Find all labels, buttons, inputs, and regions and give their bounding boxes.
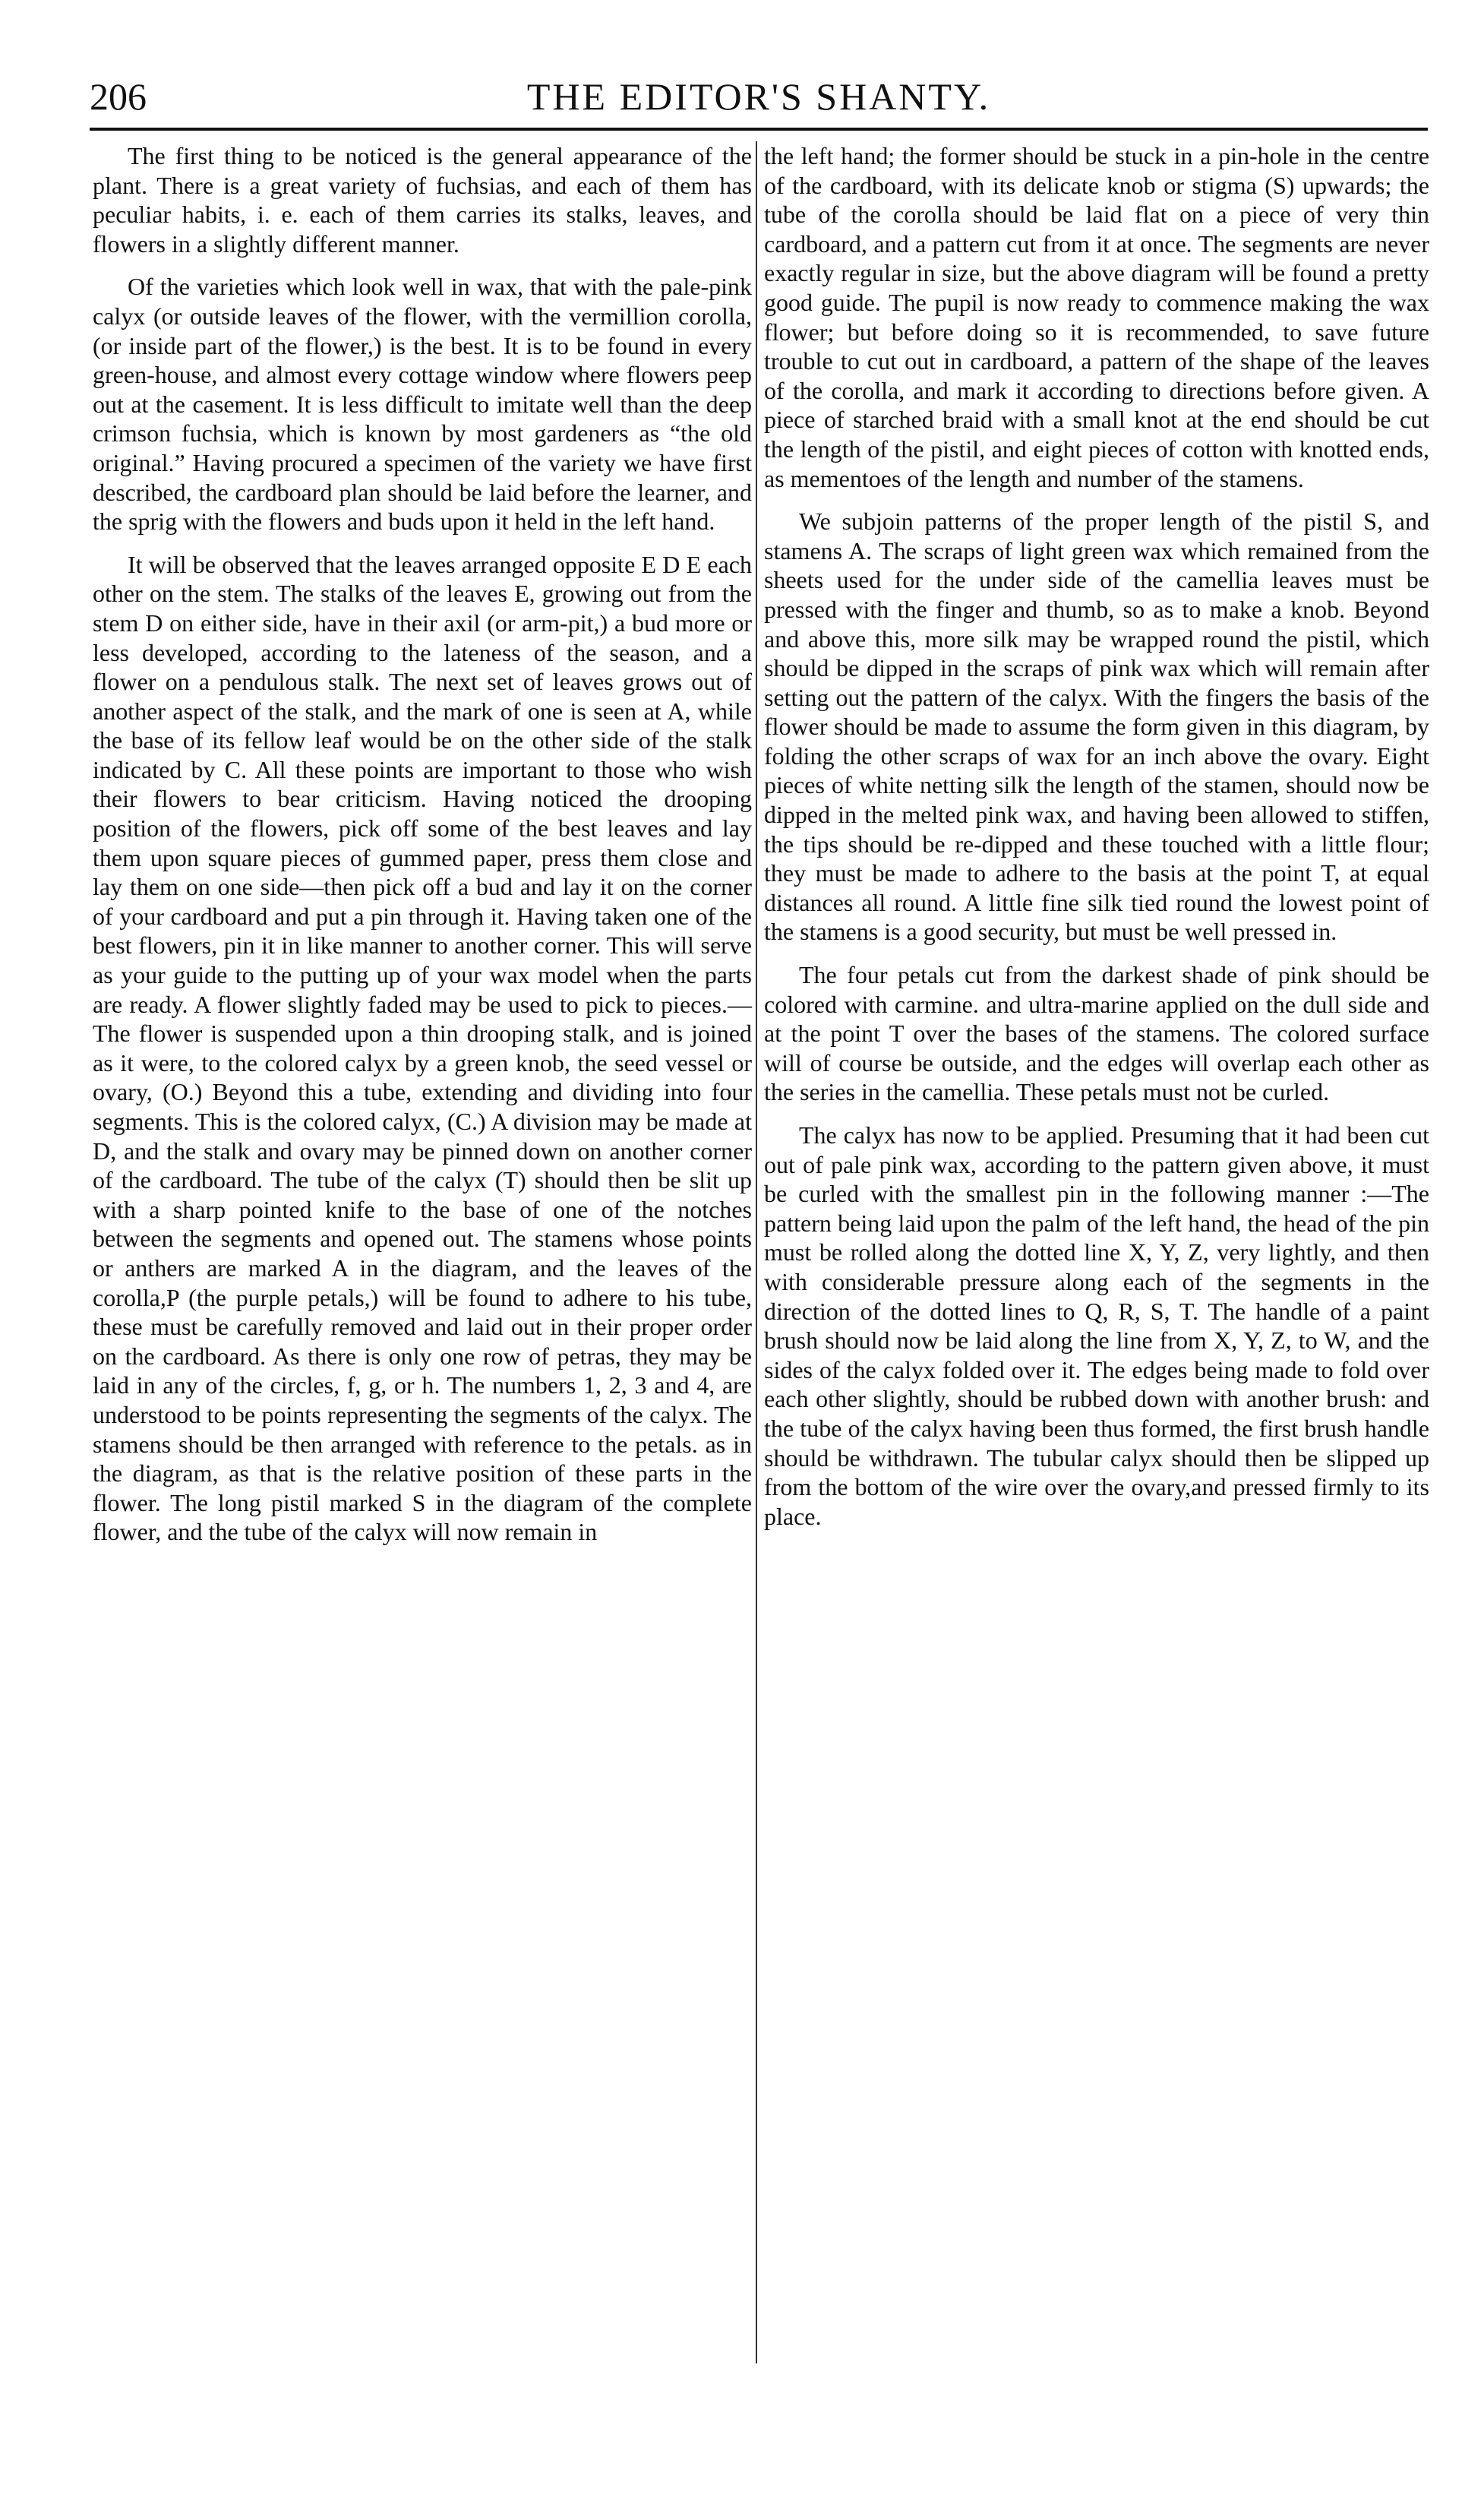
- header-rule: [90, 128, 1428, 131]
- column-divider: [756, 141, 757, 2363]
- paragraph: The calyx has now to be applied. Presuming that it had been cut out of pale pink wax, according to the pattern given above, it must be curled with the smallest pin in the following manner :—The pattern being laid upon the palm of the left hand, the head of the pin must be rolled along the dotted line X, Y, Z, very lightly, and then with considerable pressure along each of the segments in the direction of the dotted lines to Q, R, S, T. The handle of a paint brush should now be laid along the line from X, Y, Z, to W, and the sides of the calyx folded over it. The edges being made to fold over each other slightly, should be rubbed down with another brush: and the tube of the calyx having been thus formed, the first brush handle should be withdrawn. The tubular calyx should then be slipped up from the bottom of the wire over the ovary,and pressed firmly to its place.: [764, 1121, 1429, 1530]
- paragraph: We subjoin patterns of the proper length of the pistil S, and stamens A. The scraps of light green wax which remained from the sheets used for the under side of the camellia leaves must be pressed with the finger and thumb, so as to make a knob. Beyond and above this, more silk may be wrapped round the pistil, which should be dipped in the scraps of pink wax which will remain after setting out the pattern of the calyx. With the fingers the basis of the flower should be made to assume the form given in this diagram, by folding the other scraps of wax for an inch above the ovary. Eight pieces of white netting silk the length of the stamen, should now be dipped in the melted pink wax, and having been allowed to stiffen, the tips should be re-dipped and these touched with a little flour; they must be made to adhere to the basis at the point T, at equal distances all round. A little fine silk tied round the lowest point of the stamens is a good security, but must be well pressed in.: [764, 507, 1429, 946]
- left-column: [93, 141, 752, 1560]
- paragraph: The four petals cut from the darkest shade of pink should be colored with carmine. and ultra-marine applied on the dull side and at the point T over the bases of the stamens. The colored surface will of course be outside, and the edges will overlap each other as the series in the camellia. These petals must not be curled.: [764, 961, 1429, 1106]
- running-title: THE EDITOR'S SHANTY.: [526, 75, 991, 118]
- paragraph: It will be observed that the leaves arranged opposite E D E each other on the stem. The stalks of the leaves E, growing out from the stem D on either side, have in their axil (or arm-pit,) a bud more or less developed, according to the lateness of the season, and a flower on a pendulous stalk. The next set of leaves grows out of another aspect of the stalk, and the mark of one is seen at A, while the base of its fellow leaf would be on the other side of the stalk indicated by C. All these points are important to those who wish their flowers to bear criticism. Having noticed the drooping position of the flowers, pick off some of the best leaves and lay them upon square pieces of gummed paper, press them close and lay them on one side—then pick off a bud and lay it on the corner of your cardboard and put a pin through it. Having taken one of the best flowers, pin it in like manner to another corner. This will serve as your guide to the putting up of your wax model when the parts are ready. A flower slightly faded may be used to pick to pieces.—The flower is suspended upon a thin drooping stalk, and is joined as it were, to the colored calyx by a green knob, the seed vessel or ovary, (O.) Beyond this a tube, extending and dividing into four segments. This is the colored calyx, (C.) A division may be made at D, and the stalk and ovary may be pinned down on another corner of the cardboard. The tube of the calyx (T) should then be slit up with a sharp pointed knife to the base of one of the notches between the segments and opened out. The stamens whose points or anthers are marked A in the diagram, and the leaves of the corolla,P (the purple petals,) will be found to adhere to his tube, these must be carefully removed and laid out in their proper order on the cardboard. As there is only one row of petras, they may be laid in any of the circles, f, g, or h. The numbers 1, 2, 3 and 4, are understood to be points representing the segments of the calyx. The stamens should be then arranged with reference to the petals. as in the diagram, as that is the relative position of these parts in the flower. The long pistil marked S in the diagram of the complete flower, and the tube of the calyx will now remain in: [93, 550, 752, 1546]
- paragraph: The first thing to be noticed is the general appearance of the plant. There is a great variety of fuchsias, and each of them has peculiar habits, i. e. each of them carries its stalks, leaves, and flowers in a slightly different manner.: [93, 142, 752, 258]
- paragraph: the left hand; the former should be stuck in a pin-hole in the centre of the cardboard, with its delicate knob or stigma (S) upwards; the tube of the corolla should be laid flat on a piece of very thin cardboard, and a pattern cut from it at once. The segments are never exactly regular in size, but the above diagram will be found a pretty good guide. The pupil is now ready to commence making the wax flower; but before doing so it is recommended, to save future trouble to cut out in cardboard, a pattern of the shape of the leaves of the corolla, and mark it according to directions before given. A piece of starched braid with a small knot at the end should be cut the length of the pistil, and eight pieces of cotton with knotted ends, as mementoes of the length and number of the stamens.: [764, 142, 1429, 492]
- page-header: [90, 70, 1428, 131]
- right-column: [764, 141, 1429, 1544]
- paragraph: Of the varieties which look well in wax, that with the pale-pink calyx (or outside leaves of the flower, with the vermillion corolla, (or inside part of the flower,) is the best. It is to be found in every green-house, and almost every cottage window where flowers peep out at the casement. It is less difficult to imitate well than the deep crimson fuchsia, which is known by most gardeners as “the old original.” Having procured a specimen of the variety we have first described, the cardboard plan should be laid before the learner, and the sprig with the flowers and buds upon it held in the left hand.: [93, 273, 752, 536]
- page-number: 206: [90, 75, 147, 118]
